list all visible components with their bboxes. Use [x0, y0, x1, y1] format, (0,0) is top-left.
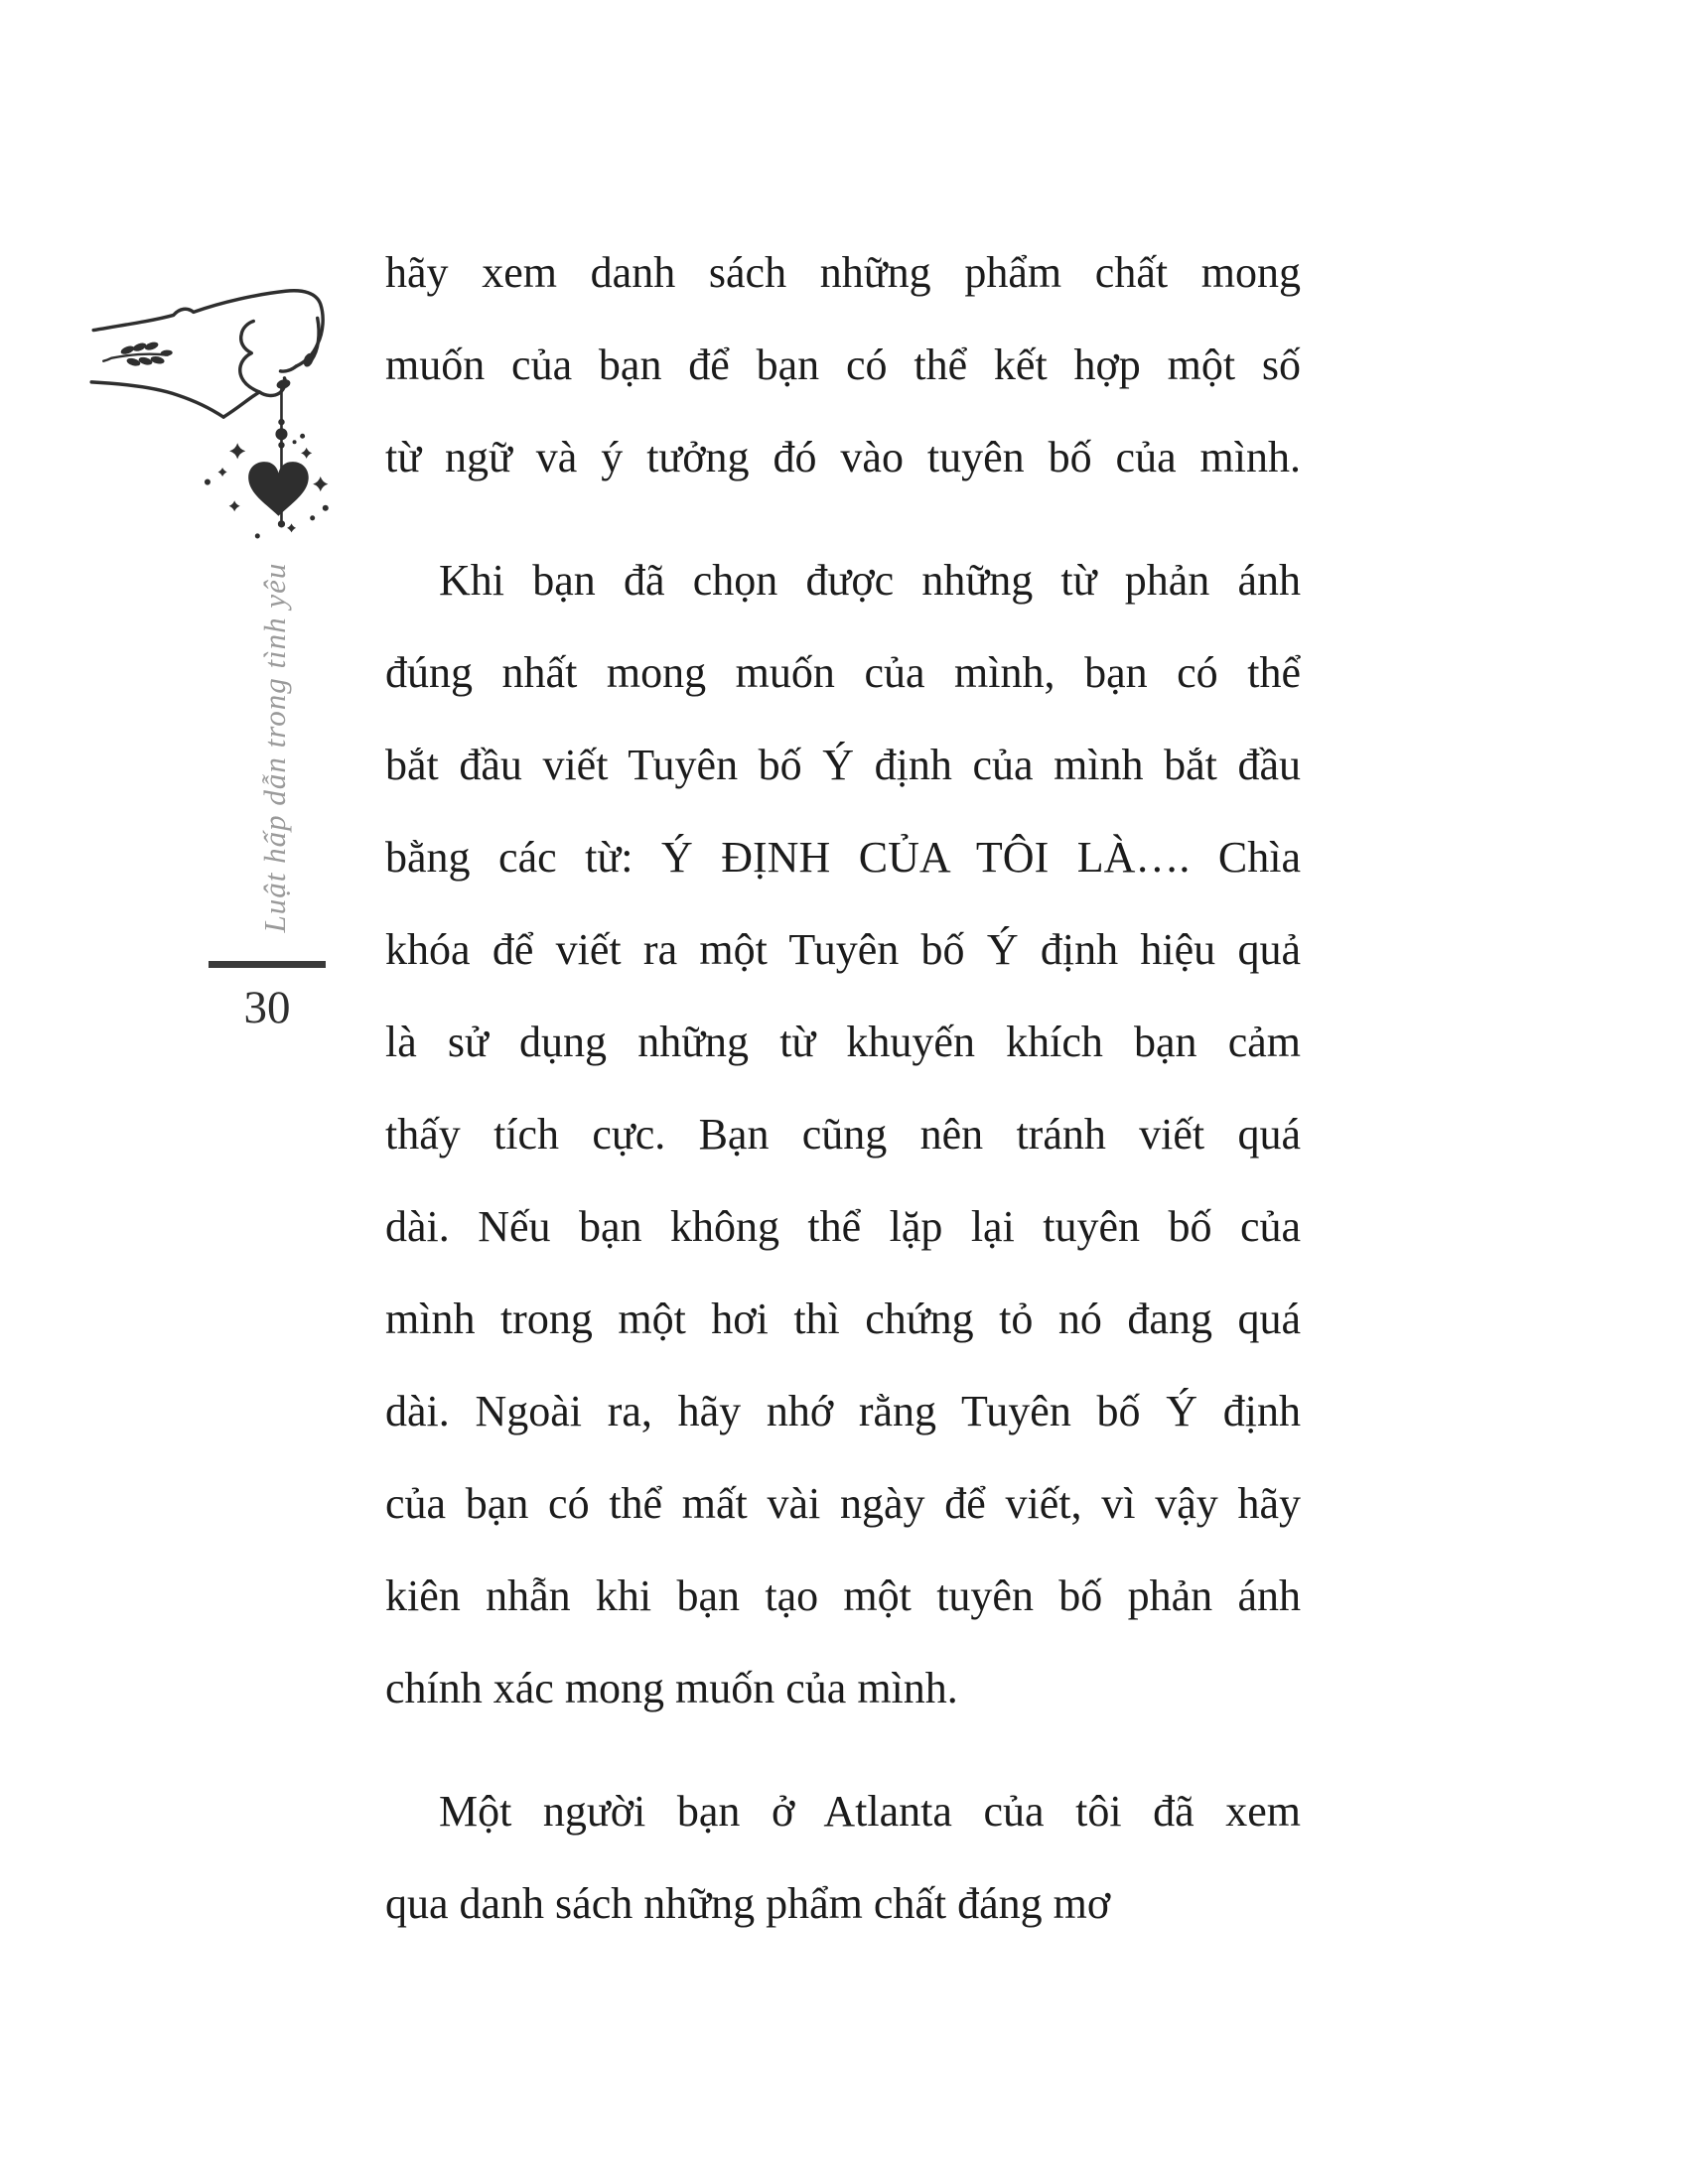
text-line: từ ngữ và ý tưởng đó vào tuyên bố của mình.	[385, 433, 1301, 481]
text-line: Một người bạn ở Atlanta của tôi đã xem	[439, 1787, 1301, 1836]
text-line: Khi bạn đã chọn được những từ phản ánh	[439, 556, 1301, 605]
text-line: qua danh sách những phẩm chất đáng mơ	[385, 1879, 1111, 1928]
hand-heart-pendant-illustration	[87, 254, 338, 546]
body-text	[385, 226, 1301, 1950]
text-line: hãy xem danh sách những phẩm chất mong	[385, 248, 1301, 297]
paragraph	[385, 534, 1301, 1734]
text-line: muốn của bạn để bạn có thể kết hợp một số	[385, 341, 1301, 389]
text-line: khóa để viết ra một Tuyên bố Ý định hiệu quả	[385, 925, 1301, 974]
text-line: dài. Nếu bạn không thể lặp lại tuyên bố của	[385, 1202, 1301, 1251]
text-line: đúng nhất mong muốn của mình, bạn có thể	[385, 648, 1301, 697]
text-line: bắt đầu viết Tuyên bố Ý định của mình bắt đầu	[385, 741, 1301, 789]
page-number: 30	[243, 982, 291, 1033]
text-line: bằng các từ: Ý ĐỊNH CỦA TÔI LÀ…. Chìa	[385, 833, 1301, 882]
text-line: chính xác mong muốn của mình.	[385, 1664, 958, 1712]
book-title-vertical: Luật hấp dẫn trong tình yêu	[257, 562, 292, 933]
text-line: là sử dụng những từ khuyến khích bạn cảm	[385, 1018, 1301, 1066]
text-line: kiên nhẫn khi bạn tạo một tuyên bố phản ánh	[385, 1571, 1301, 1620]
text-line: của bạn có thể mất vài ngày để viết, vì vậy hãy	[385, 1479, 1301, 1528]
text-line: dài. Ngoài ra, hãy nhớ rằng Tuyên bố Ý định	[385, 1387, 1301, 1435]
paragraph	[385, 226, 1301, 503]
paragraph	[385, 1765, 1301, 1950]
text-line: thấy tích cực. Bạn cũng nên tránh viết quá	[385, 1110, 1301, 1159]
text-line: mình trong một hơi thì chứng tỏ nó đang quá	[385, 1295, 1301, 1343]
page-number-rule	[209, 961, 326, 968]
